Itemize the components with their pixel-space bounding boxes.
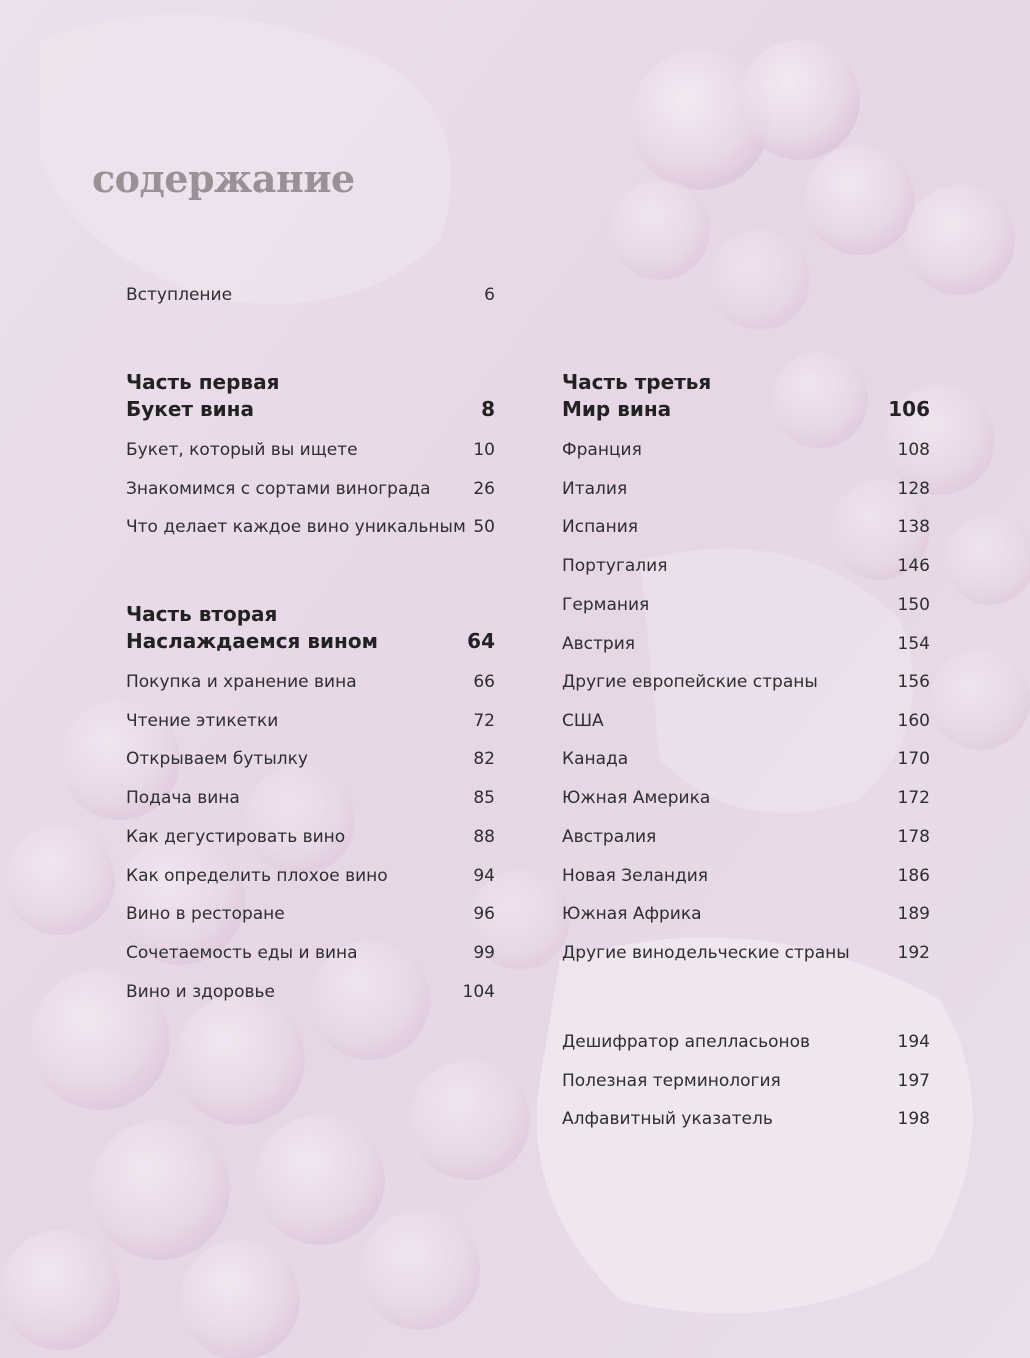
- entry-page: 189: [897, 904, 930, 924]
- part2-page: 64: [467, 629, 495, 653]
- entry-label: Чтение этикетки: [126, 711, 279, 731]
- entry-label: Италия: [562, 479, 628, 499]
- toc-entry[interactable]: [126, 438, 495, 462]
- entry-label: Вино в ресторане: [126, 904, 285, 924]
- toc-entry[interactable]: [562, 864, 930, 888]
- entry-page: 88: [473, 827, 495, 847]
- toc-entry[interactable]: [562, 670, 930, 694]
- entry-page: 146: [897, 556, 930, 576]
- toc-entry[interactable]: [562, 747, 930, 771]
- part3-title-row[interactable]: [562, 396, 930, 422]
- entry-label: Как определить плохое вино: [126, 866, 388, 886]
- part1-title-row[interactable]: [126, 396, 495, 422]
- entry-label: США: [562, 711, 604, 731]
- toc-entry-appendix[interactable]: [562, 1030, 930, 1054]
- toc-entry[interactable]: [562, 786, 930, 810]
- entry-page: 108: [897, 440, 930, 460]
- part3-page: 106: [888, 397, 930, 421]
- toc-entry[interactable]: [562, 941, 930, 965]
- entry-page: 72: [473, 711, 495, 731]
- entry-page: 172: [897, 788, 930, 808]
- toc-entry[interactable]: [126, 902, 495, 926]
- entry-label: Другие винодельческие страны: [562, 943, 850, 963]
- toc-entry[interactable]: [562, 825, 930, 849]
- entry-page: 82: [473, 749, 495, 769]
- entry-page: 194: [897, 1032, 930, 1052]
- entry-label: Как дегустировать вино: [126, 827, 346, 847]
- toc-entry[interactable]: [126, 515, 495, 539]
- entry-page: 178: [897, 827, 930, 847]
- toc-entry[interactable]: [562, 477, 930, 501]
- toc-entry[interactable]: [126, 670, 495, 694]
- entry-page: 10: [473, 440, 495, 460]
- entry-page: 128: [897, 479, 930, 499]
- entry-label: Южная Африка: [562, 904, 702, 924]
- entry-label: Сочетаемость еды и вина: [126, 943, 358, 963]
- entry-page: 50: [473, 517, 495, 537]
- part1-title: Букет вина: [126, 397, 254, 421]
- toc-entry[interactable]: [126, 980, 495, 1004]
- part3-title: Мир вина: [562, 397, 672, 421]
- toc-entry[interactable]: [562, 554, 930, 578]
- entry-label: Полезная терминология: [562, 1071, 781, 1091]
- entry-label: Открываем бутылку: [126, 749, 308, 769]
- entry-page: 6: [484, 285, 495, 305]
- toc-entry[interactable]: [126, 825, 495, 849]
- entry-label: Канада: [562, 749, 629, 769]
- entry-label: Германия: [562, 595, 650, 615]
- toc-entry-appendix[interactable]: [562, 1069, 930, 1093]
- entry-page: 156: [897, 672, 930, 692]
- page-title: содержание: [92, 156, 355, 201]
- entry-label: Подача вина: [126, 788, 240, 808]
- entry-page: 99: [473, 943, 495, 963]
- toc-entry-appendix[interactable]: [562, 1107, 930, 1131]
- toc-entry[interactable]: [562, 593, 930, 617]
- entry-page: 170: [897, 749, 930, 769]
- entry-page: 96: [473, 904, 495, 924]
- entry-page: 138: [897, 517, 930, 537]
- entry-label: Франция: [562, 440, 642, 460]
- entry-label: Австрия: [562, 634, 635, 654]
- entry-page: 154: [897, 634, 930, 654]
- toc-entry[interactable]: [126, 747, 495, 771]
- part1-page: 8: [481, 397, 495, 421]
- toc-entry[interactable]: [562, 515, 930, 539]
- entry-page: 66: [473, 672, 495, 692]
- part2-title-row[interactable]: [126, 628, 495, 654]
- entry-page: 186: [897, 866, 930, 886]
- toc-entry[interactable]: [126, 709, 495, 733]
- entry-label: Знакомимся с сортами винограда: [126, 479, 431, 499]
- entry-page: 94: [473, 866, 495, 886]
- entry-label: Дешифратор апелласьонов: [562, 1032, 811, 1052]
- entry-page: 104: [462, 982, 495, 1002]
- entry-page: 85: [473, 788, 495, 808]
- toc-entry[interactable]: [126, 941, 495, 965]
- part2-heading: Часть вторая: [126, 602, 278, 626]
- toc-entry[interactable]: [126, 864, 495, 888]
- entry-page: 192: [897, 943, 930, 963]
- toc-entry[interactable]: [562, 632, 930, 656]
- part1-heading: Часть первая: [126, 370, 280, 394]
- entry-label: Испания: [562, 517, 638, 537]
- toc-entry[interactable]: [126, 786, 495, 810]
- entry-label: Австралия: [562, 827, 657, 847]
- entry-page: 160: [897, 711, 930, 731]
- toc-entry[interactable]: [562, 438, 930, 462]
- toc-entry[interactable]: [562, 902, 930, 926]
- entry-page: 26: [473, 479, 495, 499]
- entry-label: Вино и здоровье: [126, 982, 275, 1002]
- entry-page: 150: [897, 595, 930, 615]
- entry-label: Что делает каждое вино уникальным: [126, 517, 466, 537]
- entry-label: Другие европейские страны: [562, 672, 818, 692]
- toc-entry[interactable]: [126, 477, 495, 501]
- toc-entry[interactable]: [562, 709, 930, 733]
- entry-label: Алфавитный указатель: [562, 1109, 773, 1129]
- part3-heading: Часть третья: [562, 370, 712, 394]
- entry-label: Португалия: [562, 556, 668, 576]
- entry-label: Новая Зеландия: [562, 866, 709, 886]
- entry-label: Покупка и хранение вина: [126, 672, 357, 692]
- entry-label: Букет, который вы ищете: [126, 440, 358, 460]
- part2-title: Наслаждаемся вином: [126, 629, 378, 653]
- entry-page: 197: [897, 1071, 930, 1091]
- entry-label: Вступление: [126, 285, 233, 305]
- entry-label: Южная Америка: [562, 788, 711, 808]
- entry-page: 198: [897, 1109, 930, 1129]
- toc-entry-intro[interactable]: [126, 283, 495, 307]
